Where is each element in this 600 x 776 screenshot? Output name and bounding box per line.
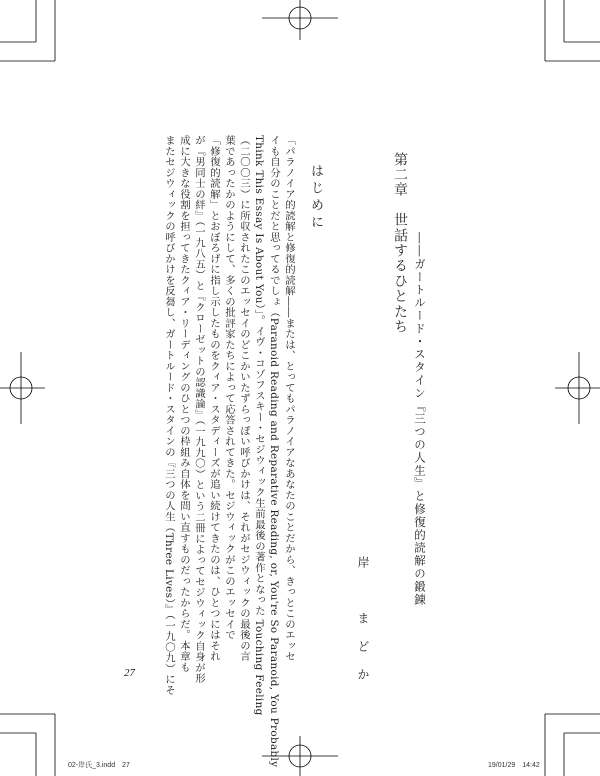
chapter-title: 第二章 世話するひとたち bbox=[392, 152, 408, 335]
author-name: 岸 まどか bbox=[356, 556, 370, 696]
section-heading: はじめに bbox=[308, 164, 323, 232]
body-line: イも自分のことだと思ってるでしょ（Paranoid Reading and Reparative Reading, or, You're So Paranoid, You Probably bbox=[268, 135, 280, 768]
body-line: 成に大きな役割を担ってきたクィア・リーディングのひとつの枠組み自体を問い直すものだったからだ。本章も bbox=[178, 135, 190, 673]
slug-file: 02-岸氏_3.indd 27 bbox=[68, 762, 130, 769]
body-line: 「修復的読解」とおぼろげに指し示したものをクィア・スタディーズが追い続けてきたのは、ひとつにはそれ bbox=[208, 135, 220, 662]
slug-timestamp: 19/01/29 14:42 bbox=[488, 762, 540, 769]
body-line: またセジウィックの呼びかけを反芻し、ガートルード・スタインの『三つの人生（Three Lives）』（一九〇九）にそ bbox=[163, 135, 175, 696]
body-line: が『男同士の絆』（一九八五）と『クローゼットの認識論』（一九九〇）という二冊によってセジウィック自身が形 bbox=[193, 135, 205, 684]
chapter-subtitle: ――ガートルード・スタイン『三つの人生』と修復的読解の鍛錬 bbox=[413, 232, 427, 607]
body-line: （二〇〇三）に所収されたこのエッセイのどこかいたずらっぽい呼びかけは、それがセジウィックの最後の言 bbox=[238, 135, 250, 662]
body-line: 「パラノイア的読解と修復的読解――または、とってもパラノイアなあなたのことだから、きっとこのエッセ bbox=[283, 135, 295, 662]
page-number: 27 bbox=[124, 667, 135, 679]
body-line: Think This Essay Is About You）」。イヴ・コゾフスキー・セジウィック生前最後の著作となった Touching Feeling bbox=[253, 135, 265, 716]
body-line: 葉であったかのようにして、多くの批評家たちによって応答されてきた。セジウィックがこのエッセイで bbox=[223, 135, 235, 641]
